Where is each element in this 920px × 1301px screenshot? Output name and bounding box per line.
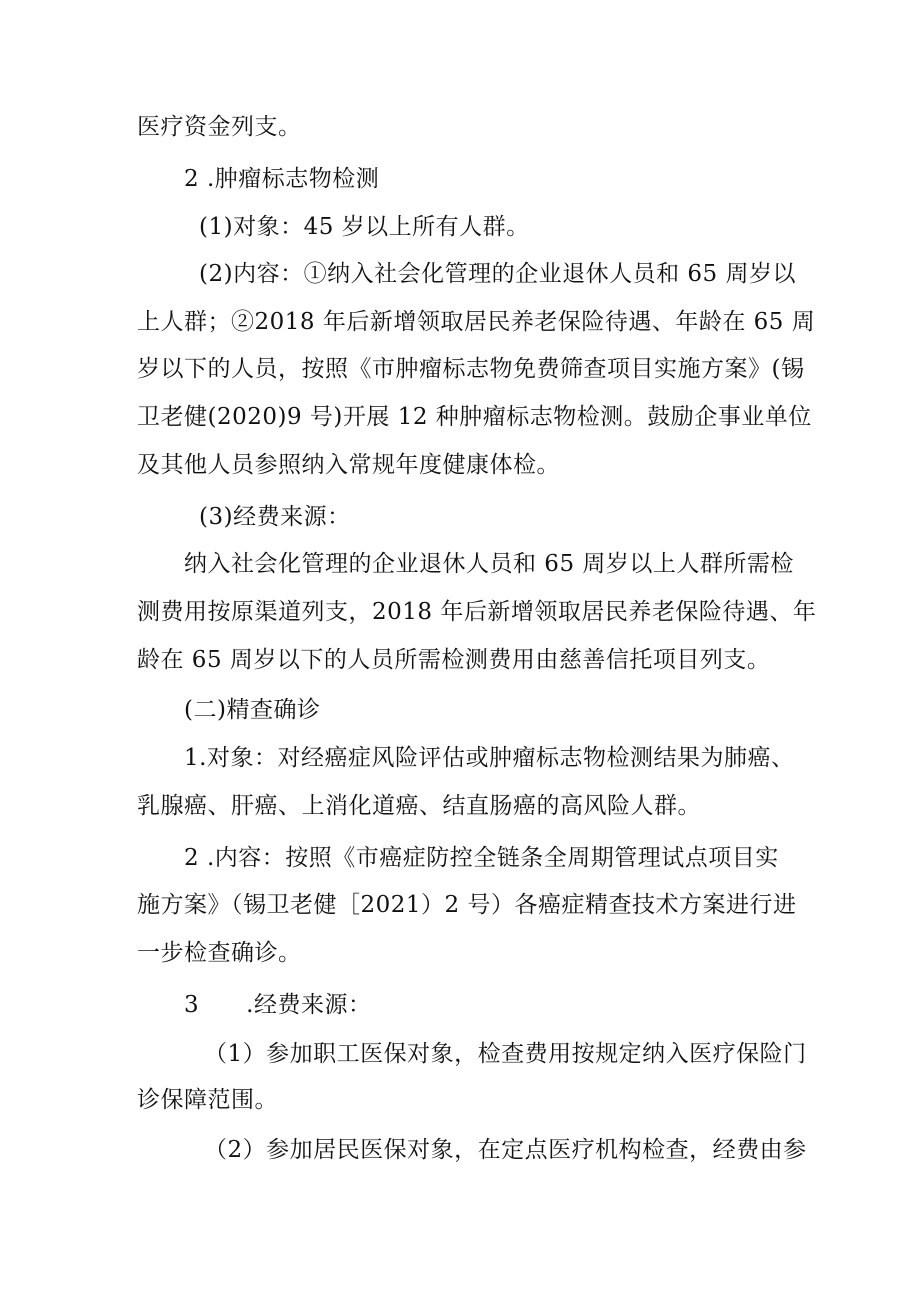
text-line: 一步检查确诊。 <box>137 940 302 966</box>
text-line-resident-insurance: （2）参加居民医保对象，在定点医疗机构检查，经费由参 <box>204 1137 807 1163</box>
text-line: 测费用按原渠道列支，2018 年后新增领取居民养老保险待遇、年 <box>137 599 817 625</box>
text-line-funding: (3)经费来源： <box>199 504 351 530</box>
text-line: 岁以下的人员，按照《市肿瘤标志物免费筛查项目实施方案》(锡 <box>137 356 805 382</box>
heading-tumor-marker-testing: 2 .肿瘤标志物检测 <box>184 166 380 192</box>
text-line: 龄在 65 周岁以下的人员所需检测费用由慈善信托项目列支。 <box>137 647 771 673</box>
text-line-continuation: 医疗资金列支。 <box>137 114 302 140</box>
text-line: 纳入社会化管理的企业退休人员和 65 周岁以上人群所需检 <box>184 551 794 577</box>
text-line-target: 1.对象：对经癌症风险评估或肿瘤标志物检测结果为肺癌、 <box>184 745 795 771</box>
text-line-funding: 3 .经费来源： <box>184 992 372 1018</box>
text-line: 施方案》（锡卫老健［2021）2 号）各癌症精查技术方案进行进 <box>137 892 797 918</box>
text-line: 乳腺癌、肝癌、上消化道癌、结直肠癌的高风险人群。 <box>137 793 701 819</box>
text-line: 卫老健(2020)9 号)开展 12 种肿瘤标志物检测。鼓励企事业单位 <box>137 404 812 430</box>
text-line: 上人群；②2018 年后新增领取居民养老保险待遇、年龄在 65 周 <box>137 309 816 335</box>
text-line: 诊保障范围。 <box>137 1087 278 1113</box>
text-line-target: (1)对象：45 岁以上所有人群。 <box>199 214 530 240</box>
text-line-content: 2 .内容：按照《市癌症防控全链条全周期管理试点项目实 <box>184 845 779 871</box>
text-line-content: (2)内容：①纳入社会化管理的企业退休人员和 65 周岁以 <box>199 261 796 287</box>
heading-detailed-diagnosis: (二)精查确诊 <box>184 697 321 723</box>
text-line-employee-insurance: （1）参加职工医保对象，检查费用按规定纳入医疗保险门 <box>204 1041 807 1067</box>
text-line: 及其他人员参照纳入常规年度健康体检。 <box>137 452 560 478</box>
